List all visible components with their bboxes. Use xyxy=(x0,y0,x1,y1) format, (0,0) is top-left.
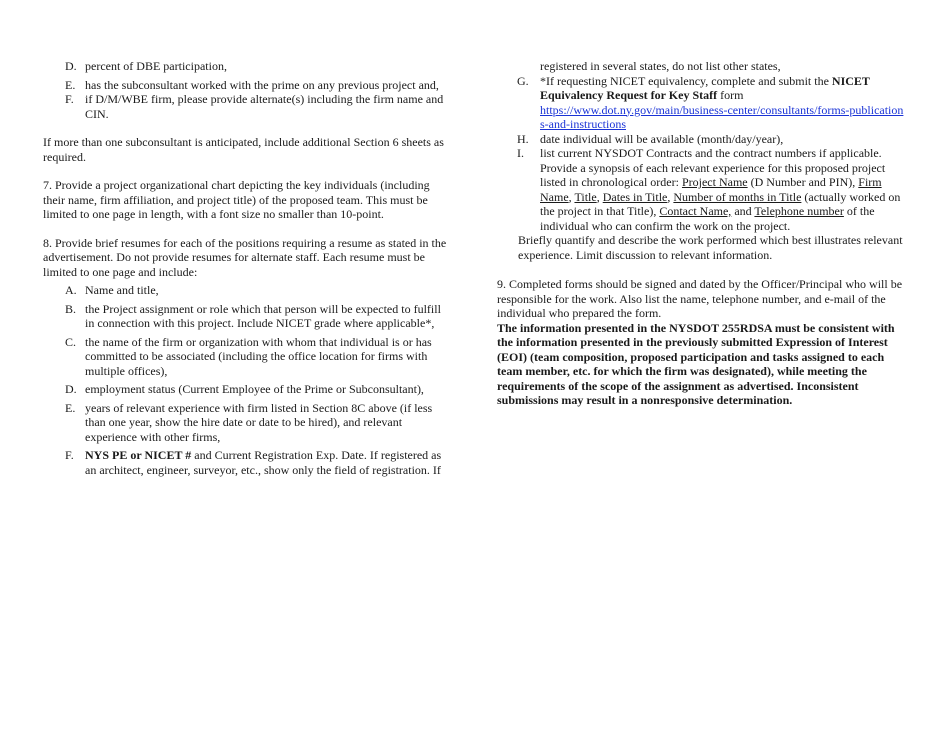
section-7-paragraph: 7. Provide a project organizational chart depicting the key individuals (including their name, firm affiliation, and project title) of the proposed team. This must be limited to one page in length, with a font size no smaller than 10-point. xyxy=(43,178,430,221)
list-label: G. xyxy=(517,73,529,88)
field-telephone-number: Telephone number xyxy=(754,204,844,218)
resume-item-h xyxy=(497,132,907,147)
item-f-continuation: registered in several states, do not list other states, xyxy=(540,59,781,73)
list-label: C. xyxy=(65,334,77,349)
field-dates-in-title: Dates in Title xyxy=(602,189,668,204)
consistency-notice: The information presented in the NYSDOT 255RDSA must be consistent with the information presented in the previously submitted Expression of Interest (EOI) (team composition, proposed participation and tasks assigned to each team member, etc. for which the firm was designated), while meeting the requirements of the scope of the assignment as advertised. Inconsistent submissions may result in a nonresponsive determination. xyxy=(497,320,895,407)
list-label: E. xyxy=(65,77,76,92)
list-text: , xyxy=(568,189,575,204)
list-text: *If requesting NICET equivalency, complete and submit the xyxy=(540,73,832,88)
list-label: F. xyxy=(65,92,74,106)
resume-item-b xyxy=(43,302,448,331)
list-text: and xyxy=(731,204,755,218)
registration-label: NYS PE or NICET # xyxy=(85,448,192,462)
list-text: the Project assignment or role which that person will be expected to fulfill in connection with this project. Include NICET grade where applicable*, xyxy=(85,301,441,330)
resume-item-c xyxy=(43,335,448,379)
list-text: (actually worked on the project in that Title), xyxy=(540,189,901,218)
resume-item-d xyxy=(43,382,448,397)
list-text: years of relevant experience with firm listed in Section 8C above (if less than one year, show the hire date or date to be hired), and relevant experience with other firms, xyxy=(85,400,433,444)
list-text: Name and title, xyxy=(85,283,159,297)
resume-item-f xyxy=(43,448,448,477)
list-item-e xyxy=(43,78,448,93)
list-text: form xyxy=(717,88,744,102)
list-text: if D/M/WBE firm, please provide alternate(s) including the firm name and CIN. xyxy=(85,92,444,121)
field-project-name: Project Name xyxy=(681,175,748,189)
field-firm-name: Firm Name xyxy=(540,175,882,204)
forms-link[interactable]: https://www.dot.ny.gov/main/business-center/consultants/forms-publications-and-instructions xyxy=(540,102,904,131)
left-column xyxy=(43,59,448,477)
list-text: (D Number and PIN), xyxy=(747,175,859,189)
list-text: percent of DBE participation, xyxy=(85,59,227,73)
list-label: B. xyxy=(65,301,77,316)
list-label: F. xyxy=(65,448,74,462)
list-label: D. xyxy=(65,59,77,73)
resume-item-e xyxy=(43,401,448,445)
list-text: list current NYSDOT Contracts and the contract numbers if applicable. Provide a synopsis of each relevant experience for this proposed project listed in chronological order: xyxy=(540,146,886,189)
field-contact-name: Contact Name, xyxy=(659,204,732,218)
right-column xyxy=(497,59,907,408)
list-text: of the individual who can confirm the work on the project. xyxy=(540,204,875,233)
list-text: , xyxy=(596,189,603,204)
briefly-paragraph: Briefly quantify and describe the work performed which best illustrates relevant experience. Limit discussion to relevant information. xyxy=(518,233,903,262)
list-text: and Current Registration Exp. Date. If registered as an architect, engineer, surveyor, etc., show only the field of registration. If xyxy=(85,448,442,477)
list-label: A. xyxy=(65,283,77,297)
resume-item-a xyxy=(43,283,448,298)
list-text: has the subconsultant worked with the prime on any previous project and, xyxy=(85,77,439,92)
list-text: employment status (Current Employee of the Prime or Subconsultant), xyxy=(85,382,424,396)
list-label: I. xyxy=(517,146,524,160)
section-8-paragraph: 8. Provide brief resumes for each of the positions requiring a resume as stated in the advertisement. Do not provide resumes for alternate staff. Each resume must be limited to one page and include: xyxy=(43,235,447,279)
list-item-d xyxy=(43,59,448,74)
resume-item-i xyxy=(497,146,907,233)
list-text: , xyxy=(667,189,674,204)
list-text: the name of the firm or organization with whom that individual is or has committed to be associated (including the office location for firms with multiple offices), xyxy=(85,334,432,378)
list-label: D. xyxy=(65,382,77,396)
list-item-f xyxy=(43,92,448,121)
list-label: H. xyxy=(517,131,529,146)
nicet-form-name: NICET Equivalency Request for Key Staff xyxy=(540,73,870,102)
list-label: E. xyxy=(65,400,76,415)
field-months-in-title: Number of months in Title xyxy=(673,189,802,204)
list-text: date individual will be available (month/day/year), xyxy=(540,131,784,146)
field-title: Title xyxy=(574,189,597,204)
resume-item-g xyxy=(497,74,907,132)
subconsultant-paragraph: If more than one subconsultant is anticipated, include additional Section 6 sheets as required. xyxy=(43,135,444,164)
section-9-paragraph: 9. Completed forms should be signed and dated by the Officer/Principal who will be responsible for the work. Also list the name, telephone number, and e-mail of the individual who prepared the form. xyxy=(497,277,903,320)
